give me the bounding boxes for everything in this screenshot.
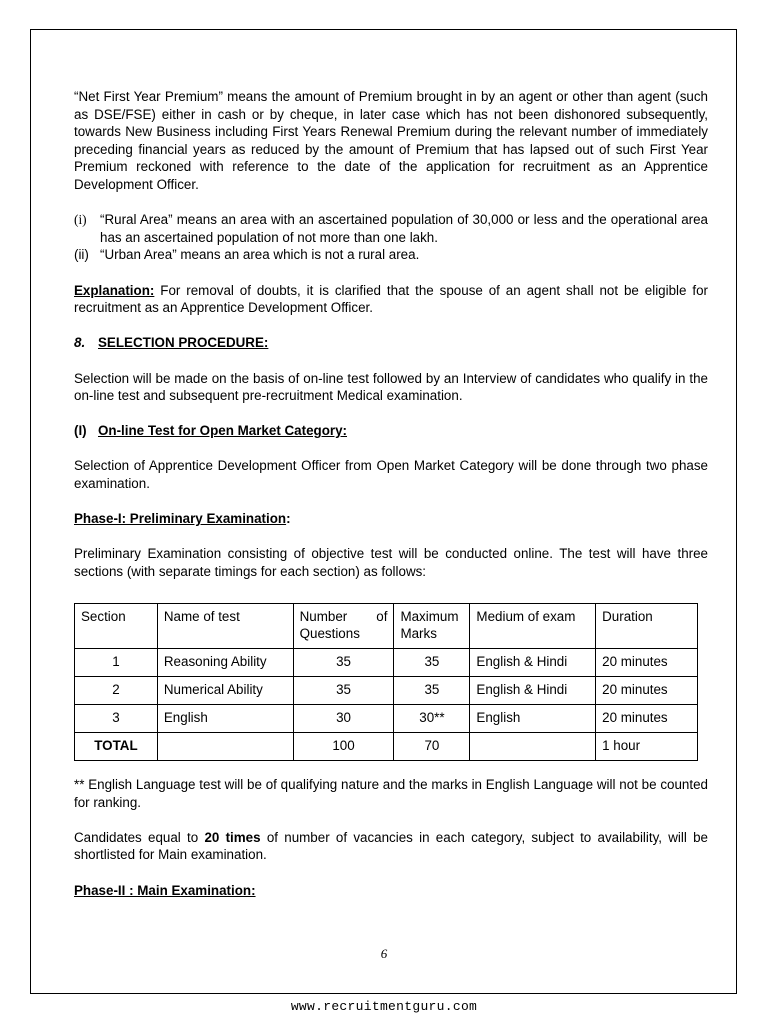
total-label: TOTAL (75, 733, 158, 761)
cell-section: 1 (75, 649, 158, 677)
total-name-empty (157, 733, 293, 761)
header-section: Section (75, 604, 158, 649)
total-medium-empty (470, 733, 596, 761)
cell-questions: 35 (293, 677, 394, 705)
net-first-year-paragraph: “Net First Year Premium” means the amount of Premium brought in by an agent or other than agent (such as DSE/FSE) either in cash or by cheque, in later case which has not been dishonored subsequently, towards New Business including First Years Renewal Premium during the relevant number of immediately preceding financial years as reduced by the amount of Premium that has lapsed out of such First Year Premium reckoned with reference to the date of the application for recruitment as an Apprentice Development Officer. (74, 89, 708, 192)
cell-duration: 20 minutes (596, 705, 698, 733)
table-total-row (75, 733, 698, 761)
document-body (74, 88, 708, 581)
total-duration: 1 hour (596, 733, 698, 761)
candidates-post: of number of vacancies in each category, subject to availability, will be shortlisted for Main examination. (74, 829, 708, 863)
phase1-colon: : (286, 511, 291, 527)
document-body-continued (74, 776, 708, 899)
phase1-title: Phase-I: Preliminary Examination (74, 511, 287, 527)
cell-questions: 35 (293, 649, 394, 677)
phase2-heading: Phase-II : Main Examination: (74, 882, 256, 898)
cell-section: 3 (75, 705, 158, 733)
rural-area-item (74, 211, 708, 246)
online-test-paragraph: Selection of Apprentice Development Officer from Open Market Category will be done through two phase examination. (74, 458, 708, 492)
urban-area-text: “Urban Area” means an area which is not a rural area. (100, 247, 420, 263)
header-duration: Duration (596, 604, 698, 649)
header-max-a: Maximum (400, 609, 459, 624)
cell-marks: 35 (394, 649, 470, 677)
exam-table (74, 603, 698, 761)
header-number-c: Questions (299, 626, 360, 641)
total-questions: 100 (293, 733, 394, 761)
cell-duration: 20 minutes (596, 649, 698, 677)
cell-marks: 30** (394, 705, 470, 733)
header-number-b: of (376, 609, 388, 624)
cell-marks: 35 (394, 677, 470, 705)
urban-area-item (74, 246, 708, 264)
explanation-label: Explanation: (74, 282, 155, 298)
cell-section: 2 (75, 677, 158, 705)
online-test-heading (74, 422, 708, 440)
explanation-paragraph (74, 282, 708, 317)
cell-name: Numerical Ability (157, 677, 293, 705)
cell-medium: English & Hindi (470, 649, 596, 677)
page-number: 6 (380, 946, 388, 961)
cell-name: English (157, 705, 293, 733)
cell-questions: 30 (293, 705, 394, 733)
table-header-row (75, 604, 698, 649)
explanation-text: For removal of doubts, it is clarified that the spouse of an agent shall not be eligible for recruitment as an Apprentice Development Officer. (74, 282, 708, 316)
header-medium: Medium of exam (470, 604, 596, 649)
cell-duration: 20 minutes (596, 677, 698, 705)
footer-url: www.recruitmentguru.com (290, 999, 478, 1014)
phase1-paragraph: Preliminary Examination consisting of objective test will be conducted online. The test will have three sections (with separate timings for each section) as follows: (74, 546, 708, 580)
header-number-a: Number (299, 609, 348, 624)
table-row (75, 677, 698, 705)
total-marks: 70 (394, 733, 470, 761)
candidates-paragraph (74, 829, 708, 864)
section-title: SELECTION PROCEDURE: (98, 335, 269, 351)
table-row (75, 649, 698, 677)
online-test-title: On-line Test for Open Market Category: (98, 423, 348, 439)
header-name: Name of test (157, 604, 293, 649)
table-row (75, 705, 698, 733)
section-number: 8. (74, 335, 86, 351)
header-max-marks (394, 604, 470, 649)
selection-paragraph: Selection will be made on the basis of on-line test followed by an Interview of candidates who qualify in the on-line test and subsequent pre-recruitment Medical examination. (74, 370, 708, 404)
header-number (293, 604, 394, 649)
header-max-b: Marks (400, 626, 437, 641)
urban-area-number: (ii) (74, 247, 89, 263)
candidates-pre: Candidates equal to (74, 829, 205, 845)
english-note-paragraph: ** English Language test will be of qualifying nature and the marks in English Language will not be counted for ranking. (74, 777, 708, 810)
rural-area-number: (i) (74, 212, 87, 228)
candidates-bold: 20 times (204, 829, 261, 845)
cell-name: Reasoning Ability (157, 649, 293, 677)
rural-area-text: “Rural Area” means an area with an ascertained population of 30,000 or less and the operational area has an ascertained population of not more than one lakh. (100, 212, 708, 245)
cell-medium: English & Hindi (470, 677, 596, 705)
online-test-number: (I) (74, 423, 87, 439)
cell-medium: English (470, 705, 596, 733)
phase1-heading (74, 510, 708, 528)
selection-procedure-heading (74, 334, 708, 352)
